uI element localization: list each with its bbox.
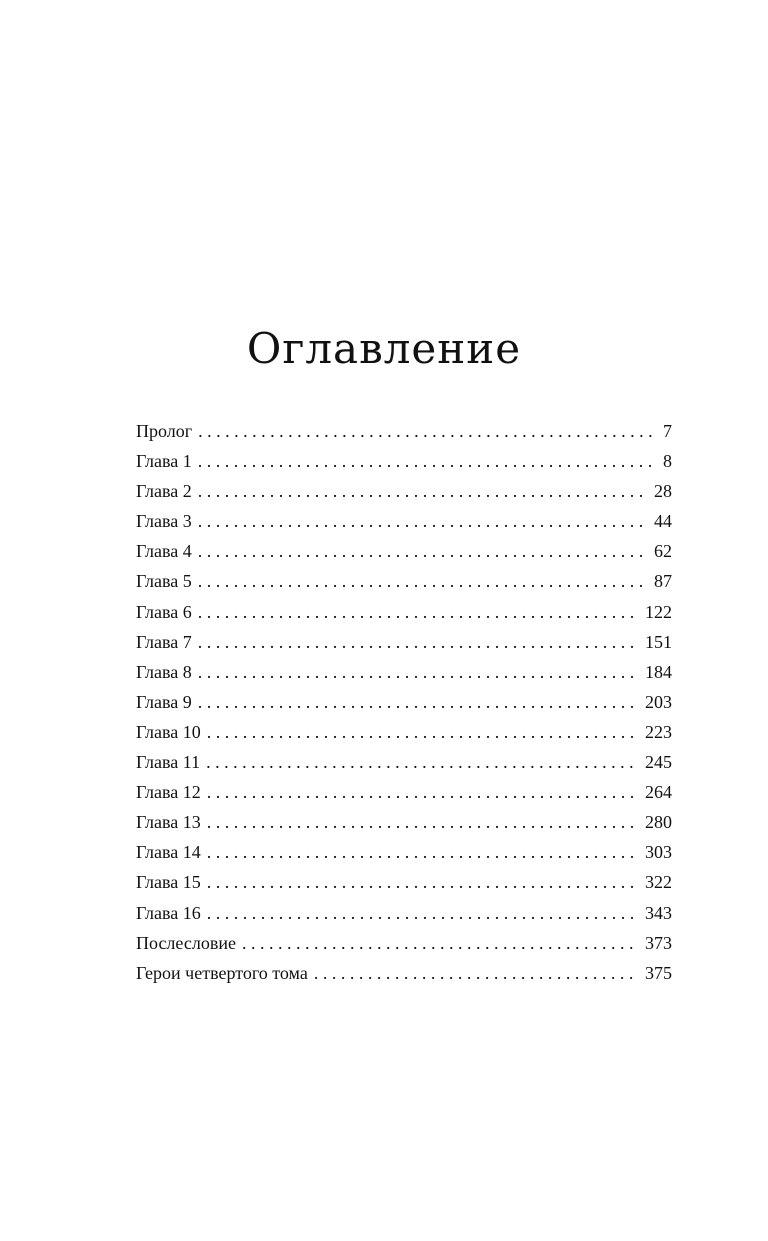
toc-entry-label: Глава 4 <box>136 541 192 562</box>
toc-dot-leader <box>207 837 639 867</box>
toc-entry-label: Глава 12 <box>136 782 201 803</box>
toc-entry <box>136 747 672 777</box>
toc-dot-leader <box>198 566 648 596</box>
toc-entry <box>136 657 672 687</box>
toc-entry-page-number: 7 <box>663 421 672 441</box>
toc-dot-leader <box>207 777 639 807</box>
toc-dot-leader <box>198 687 639 717</box>
toc-entry-page-number: 122 <box>645 601 672 622</box>
toc-entry <box>136 627 672 657</box>
toc-entry <box>136 536 672 566</box>
toc-dot-leader <box>198 446 657 476</box>
toc-dot-leader <box>198 506 648 536</box>
toc-entry-label: Глава 3 <box>136 511 192 532</box>
toc-entry-page-number: 322 <box>645 872 672 893</box>
toc-entry-page-number: 87 <box>654 571 672 592</box>
toc-entry-page-number: 62 <box>654 541 672 562</box>
toc-entry-label: Герои четвертого тома <box>136 962 308 983</box>
toc-entry <box>136 958 672 988</box>
toc-dot-leader <box>206 747 639 777</box>
toc-entry-page-number: 343 <box>645 902 672 923</box>
toc-dot-leader <box>198 476 648 506</box>
toc-entry-page-number: 184 <box>645 661 672 682</box>
toc-entry <box>136 837 672 867</box>
toc-entry-label: Глава 6 <box>136 601 192 622</box>
toc-dot-leader <box>207 898 639 928</box>
toc-entry-label: Глава 11 <box>136 752 201 773</box>
toc-entry <box>136 807 672 837</box>
toc-entry-label: Пролог <box>136 421 193 441</box>
toc-entry-page-number: 373 <box>645 932 672 953</box>
toc-dot-leader <box>207 807 639 837</box>
toc-entry <box>136 506 672 536</box>
toc-dot-leader <box>207 717 639 747</box>
toc-entry <box>136 566 672 596</box>
toc-dot-leader <box>198 536 648 566</box>
toc-entry-page-number: 44 <box>654 511 672 532</box>
toc-entry-label: Глава 9 <box>136 691 192 712</box>
toc-entry <box>136 717 672 747</box>
toc-dot-leader <box>198 597 639 627</box>
toc-entry <box>136 446 672 476</box>
toc-entry-label: Глава 13 <box>136 812 201 833</box>
toc-dot-leader <box>314 958 639 988</box>
toc-dot-leader <box>242 928 639 958</box>
toc-entry-page-number: 280 <box>645 812 672 833</box>
toc-entry-page-number: 203 <box>645 691 672 712</box>
table-of-contents <box>136 416 672 988</box>
toc-entry-label: Глава 1 <box>136 451 192 472</box>
toc-entry <box>136 867 672 897</box>
toc-dot-leader <box>198 416 657 446</box>
toc-entry-page-number: 303 <box>645 842 672 863</box>
toc-entry-page-number: 375 <box>645 962 672 983</box>
toc-dot-leader <box>198 657 639 687</box>
toc-entry <box>136 898 672 928</box>
toc-entry <box>136 928 672 958</box>
toc-entry-label: Глава 14 <box>136 842 201 863</box>
toc-entry <box>136 687 672 717</box>
toc-entry-label: Глава 8 <box>136 661 192 682</box>
toc-entry-page-number: 8 <box>663 451 672 472</box>
toc-entry-page-number: 264 <box>645 782 672 803</box>
toc-entry-label: Глава 7 <box>136 631 192 652</box>
toc-entry <box>136 476 672 506</box>
toc-entry-page-number: 223 <box>645 721 672 742</box>
toc-entry <box>136 416 672 446</box>
toc-entry-label: Послесловие <box>136 932 236 953</box>
toc-entry-label: Глава 2 <box>136 481 192 502</box>
toc-entry <box>136 777 672 807</box>
toc-dot-leader <box>207 867 639 897</box>
toc-entry-label: Глава 5 <box>136 571 192 592</box>
toc-entry-label: Глава 16 <box>136 902 201 923</box>
toc-dot-leader <box>198 627 639 657</box>
toc-entry-label: Глава 15 <box>136 872 201 893</box>
page-title: Оглавление <box>246 324 522 374</box>
toc-entry-page-number: 28 <box>654 481 672 502</box>
toc-entry-label: Глава 10 <box>136 721 201 742</box>
toc-entry <box>136 597 672 627</box>
toc-entry-page-number: 151 <box>645 631 672 652</box>
toc-entry-page-number: 245 <box>645 752 672 773</box>
